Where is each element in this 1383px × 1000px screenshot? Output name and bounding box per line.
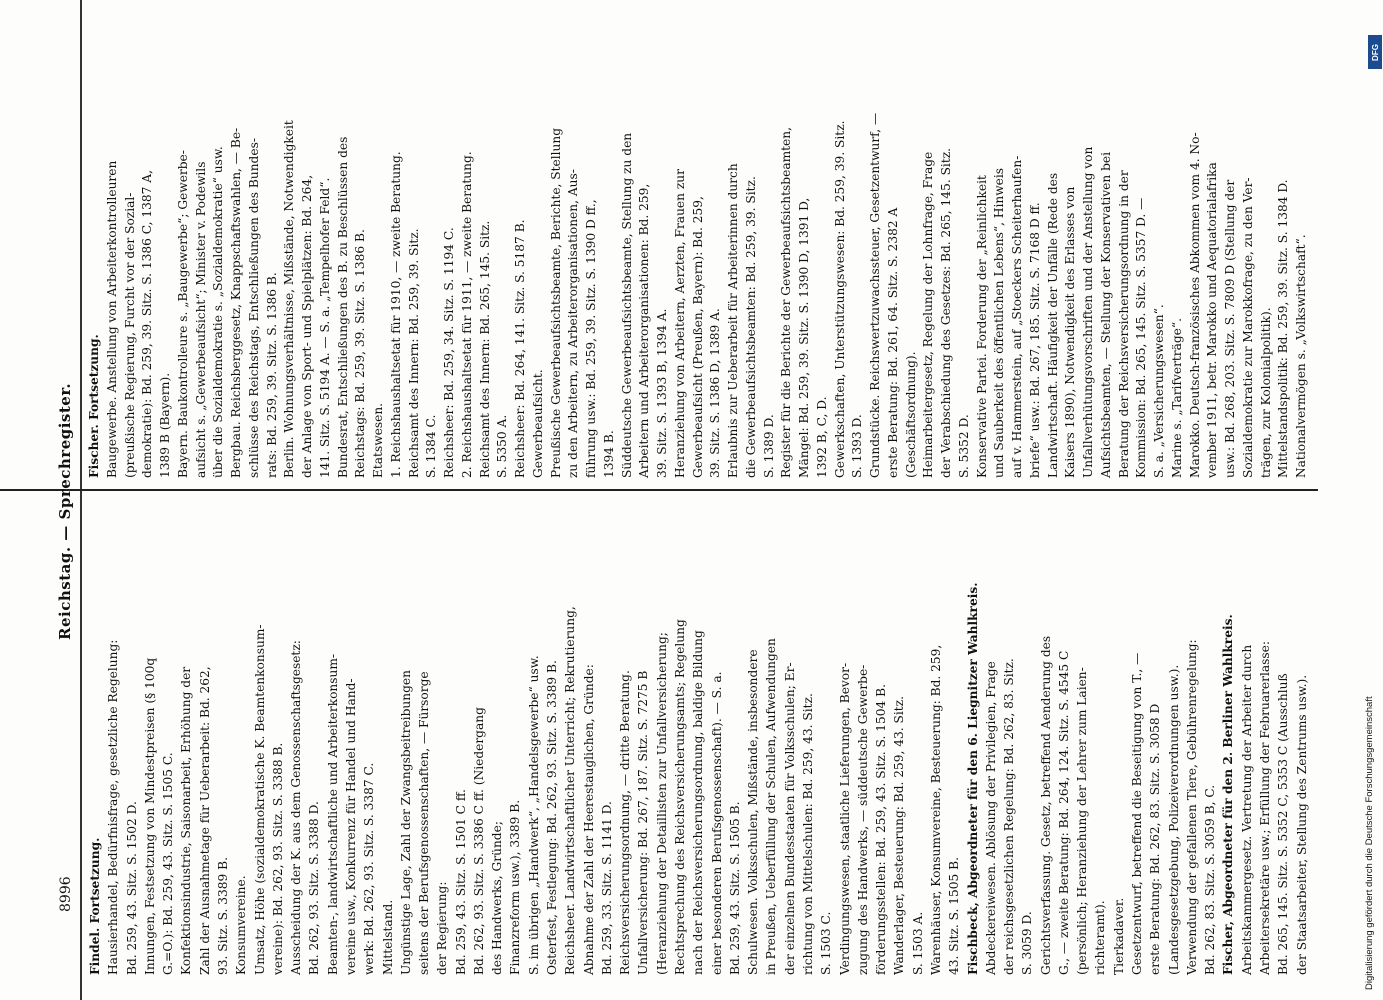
text-line: Reichsheer: Bd. 259, 34. Sitz. S. 1194 C. [442,227,456,478]
text-line: Arbeitskammergesetz. Vertretung der Arbeiter durch [1239,644,1254,975]
text-line: S. 1393 D. [850,414,865,478]
text-line: Bayern. Baukontrolleure s. „Baugewerbe“; Gewerbe- [175,150,190,478]
text-line: Reichsversicherungsordnung, — dritte Beratung. [618,670,633,975]
text-line: S. 1503 C. [819,911,834,975]
funding-note: Digitalisierung gefördert durch die Deutsche Forschungsgemeinschaft [1364,696,1375,990]
text-line: Gewerbeaufsicht (Preußen, Bayern): Bd. 259, [690,196,705,478]
text-line: Bd. 265, 145. Sitz. S. 5352 C, 5353 C (Ausschluß [1276,673,1291,975]
text-line: Bundesrat, Entschließungen des B. zu Beschlüssen des [335,136,350,478]
text-line: (Landesgesetzgebung, Polizeiverordnungen usw.). [1166,664,1181,975]
text-line: Kaisers 1890), Notwendigkeit des Erlasses von [1063,186,1078,478]
text-line: vereine): Bd. 262, 93. Sitz. S. 3388 B. [270,742,285,975]
text-line: vereine usw., Konkurrenz für Handel und Hand- [343,678,358,975]
text-line: Zahl der Ausnahmetage für Ueberarbeit: Bd. 262, [197,666,212,975]
text-line: Nationalvermögen s. „Volkswirtschaft“. [1294,234,1308,478]
text-line: der einzelnen Bundesstaaten für Volksschulen; Er- [782,662,797,975]
text-line: Sozialdemokratie zur Marokkofrage, zu den Ver- [1240,177,1255,478]
text-line: und Sauberkeit des öffentlichen Lebens“, Hinweis [992,167,1007,478]
text-line: Abdeckereiwesen. Ablösung der Privilegien, Frage [983,661,998,975]
text-line: der Regierung: [435,881,450,975]
left-column [86,505,1311,975]
text-line: Preußische Gewerbeaufsichtsbeamte, Berichte, Stellung [548,127,563,478]
text-line: Bd. 259, 43. Sitz. S. 1502 D. [124,801,139,975]
text-line: Unfallversicherung: Bd. 267, 187. Sitz. S. 7275 B [636,670,651,975]
text-line: Fischbeck, Abgeordneter für den 6. Liegnitzer Wahlkreis. [965,582,980,975]
text-line: demokratie): Bd. 259, 39. Sitz. S. 1386 C, 1387 A, [140,170,155,478]
text-line: Konfektionsindustrie, Saisonarbeit, Erhöhung der [179,666,194,975]
text-line: Reichsamt des Innern: Bd. 259, 39. Sitz. [406,228,421,478]
text-line: der Verabschiedung des Gesetzes: Bd. 265, 145. Sitz. [939,147,953,478]
text-line: Findel. Fortsetzung. [88,837,102,975]
text-line: S. 1503 A. [910,911,925,975]
text-line: einer besonderen Berufsgenossenschaft). — S. a. [709,671,724,975]
text-line: in Preußen, Ueberfüllung der Schulen, Aufwendungen [764,638,779,975]
text-line: Reichsheer: Bd. 264, 141. Sitz. S. 5187 B. [513,219,527,478]
text-line: Bd. 262, 83. Sitz. S. 3059 B, C. [1203,784,1218,975]
text-line: Fischer, Abgeordneter für den 2. Berliner Wahlkreis. [1221,614,1236,975]
text-line: auf v. Hammerstein, auf „Stoeckers Scheiterhaufen- [1010,155,1024,478]
text-line: S. im übrigen „Handwerk“, „Handelsgewerbe“ usw. [526,655,541,975]
text-line: führung usw.: Bd. 259, 39. Sitz. S. 1390 D ff., [584,199,598,478]
text-line: G.=O.): Bd. 259, 43. Sitz. S. 1505 C. [161,752,176,975]
text-line: Umsatz, Höhe (sozialdemokratische K. Beamtenkonsum- [252,624,267,975]
text-line: nach der Reichsversicherungsordnung, baldige Bildung [691,630,706,975]
text-line: G., — zweite Beratung: Bd. 264, 124. Sitz. S. 4545 C [1056,650,1071,975]
text-line: 1389 B (Bayern). [158,372,172,478]
text-line: förderungsstellen: Bd. 259, 43. Sitz. S. 1504 B. [874,684,889,975]
text-line: (preußische Regierung, Furcht vor der Sozial- [122,192,137,478]
text-line: der Anlage von Sport- und Spielplätzen: Bd. 264, [300,174,314,478]
text-line: Aufsichtsbeamten, — Stellung der Konservativen bei [1098,151,1113,478]
text-line: Arbeitern und Arbeiterorganisationen: Bd. 259, [637,183,652,478]
text-line: erste Beratung: Bd. 261, 64. Sitz. S. 2382 A [885,207,900,478]
text-line: Reichsheer. Landwirtschaftlicher Unterricht; Rekrutierung, [563,606,578,975]
text-line: Tierkadaver. [1111,897,1126,975]
column-divider [0,489,1318,491]
text-line: Rechtsprechung des Reichsversicherungsamts; Regelung [673,619,687,975]
text-line: Bergbau. Reichsberggesetz, Knappschaftswahlen, — Be- [229,127,243,478]
text-line: 39. Sitz. S. 1393 B, 1394 A. [655,308,669,478]
text-line: 1392 B, C, D. [814,396,829,478]
text-line: Register für die Berichte der Gewerbeaufsichtsbeamten, [779,127,794,478]
text-line: Warenhäuser, Konsumvereine, Besteuerung: Bd. 259, [928,644,943,975]
text-line: Baugewerbe. Anstellung von Arbeiterkontrolleuren [104,160,119,478]
text-line: seitens der Berufsgenossenschaften, — Fürsorge [417,671,432,975]
text-line: Heimarbeitergesetz, Regelung der Lohnfrage, Frage [921,151,936,478]
page-number: 8996 [58,876,74,912]
text-line: die Gewerbeaufsichtsbeamten: Bd. 259, 39. Sitz. [743,176,758,478]
text-line: des Handwerks, Gründe; [490,821,505,975]
text-line: Konservative Partei. Forderung der „Reinlichkeit [974,175,989,478]
text-line: Beratung der Reichsversicherungsordnung in der [1116,170,1131,478]
text-line: Bd. 259, 43. Sitz. S. 1505 B. [727,801,742,975]
text-line: Gewerkschaften, Unterstützungswesen: Bd. 259, 39. Sitz. [832,120,847,478]
text-line: Innungen, Festsetzung von Mindestpreisen (§ 100q [142,657,157,975]
text-line: S. 3059 D. [1020,911,1035,975]
text-line: Wanderlager, Besteuerung: Bd. 259, 43. Sitz. [892,696,907,975]
text-line: Erlaubnis zur Ueberarbeit für Arbeiterinnen durch [726,163,740,478]
text-line: Berlin. Wohnungsverhältnisse, Mißstände, Notwendigkeit [282,120,297,478]
text-line: S. 5352 D. [956,414,971,478]
text-line: zugung des Handwerks, — süddeutsche Gewerbe- [855,664,870,975]
text-line: 93. Sitz. S. 3389 B. [215,857,230,975]
text-line: Bd. 262, 93. Sitz. S. 3388 D. [307,801,322,975]
text-line: Schulwesen. Volksschulen, Mißstände, insbesondere [746,649,761,975]
text-line: Süddeutsche Gewerbeaufsichtsbeamte, Stellung zu den [619,132,634,478]
text-line: Landwirtschaft. Häufigkeit der Unfälle (Rede des [1045,172,1060,478]
text-line: Fischer. Fortsetzung. [87,334,101,478]
page-top-rule [80,0,82,1000]
text-line: Gewerbeaufsicht. [530,369,545,478]
text-line: Ungünstige Lage, Zahl der Zwangsbeitreibungen [398,670,413,975]
text-line: S. 1389 D. [761,414,776,478]
text-line: aufsicht s. „Gewerbeaufsicht“; Minister v. Podewils [193,161,208,478]
text-line: Konsumvereine. [234,875,249,975]
text-line: Bd. 262, 93. Sitz. S. 3386 C ff. (Niedergang [471,707,486,975]
text-line: Ausscheidung der K. aus dem Genossenschaftsgesetz: [289,640,304,975]
running-title: Reichstag. — Sprechregister. [56,382,74,640]
text-line: zu den Arbeitern, zu Arbeiterorganisationen, Aus- [566,169,581,478]
text-line: Verwendung der gefallenen Tiere, Gebührenregelung: [1184,639,1199,975]
text-line: S. 1384 C. [424,414,439,478]
text-line: 2. Reichshaushaltsetat für 1911, — zweite Beratung. [459,151,474,478]
text-line: vember 1911, betr. Marokko und Aequatorialafrika [1205,162,1220,478]
text-line: (persönlich; Heranziehung der Lehrer zum Laien- [1075,667,1090,975]
text-line: Marokko. Deutsch-französisches Abkommen vom 4. No- [1187,132,1202,478]
text-line: der Staatsarbeiter, Stellung des Zentrums usw.). [1294,674,1309,975]
text-line: 1. Reichshaushaltsetat für 1910, — zweite Beratung. [388,151,403,478]
text-line: S. a. „Versicherungswesen“. [1152,304,1166,478]
text-line: Grundstücke. Reichswertzuwachssteuer, Gesetzentwurf, — [868,112,882,478]
text-line: Gerichtsverfassung. Gesetz, betreffend Aenderung des [1038,635,1053,975]
text-line: Gesetzentwurf, betreffend die Beseitigung von T., — [1130,652,1145,975]
text-line: Beamten-, landwirtschaftliche und Arbeiterkonsum- [325,653,340,975]
text-line: Mittelstandspolitik: Bd. 259, 39. Sitz. S. 1384 D. [1276,179,1291,478]
text-line: S. 5350 A. [495,414,510,478]
text-line: trägen, zur Kolonialpolitik). [1258,307,1273,478]
text-line: Hausierhandel, Bedürfnisfrage, gesetzliche Regelung: [106,639,121,975]
text-line: rats: Bd. 259, 39. Sitz. S. 1386 B. [264,272,279,478]
text-line: über die Sozialdemokratie s. „Sozialdemokratie“ usw. [211,146,226,478]
text-line: Bd. 259, 33. Sitz. S. 1141 D. [599,801,614,975]
text-line: Bd. 259, 43. Sitz. S. 1501 C ff. [453,789,468,975]
text-line: Heranziehung von Arbeitern, Aerzten, Frauen zur [672,169,687,478]
text-line: briefe“ usw.: Bd. 267, 185. Sitz. S. 7168 D ff. [1027,202,1042,478]
text-line: Arbeitersekretäre usw.; Erfüllung der Februarerlasse: [1258,641,1272,975]
text-line: Marine s. „Tarifverträge“. [1169,317,1184,478]
text-line: Mittelstand. [380,899,395,975]
text-line: (Heranziehung der Detaillisten zur Unfallversicherung; [654,632,669,975]
text-line: 39. Sitz. S. 1386 D, 1389 A. [708,308,723,478]
text-line: 141. Sitz. S. 5194 A. — S. a. „Tempelhofer Feld“. [317,177,332,478]
text-line: Kommission: Bd. 265, 145. Sitz. S. 5357 D. — [1134,197,1149,478]
text-line: Abnahme der Zahl der Heerestauglichen, Gründe: [581,664,596,975]
text-line: erste Beratung: Bd. 262, 83. Sitz. S. 3058 D [1148,703,1163,975]
text-line: Etatswesen. [371,402,385,478]
text-line: (Geschäftsordnung). [903,351,918,478]
text-line: werk: Bd. 262, 93. Sitz. S. 3387 C. [362,762,377,975]
text-line: Mängel: Bd. 259, 39. Sitz. S. 1390 D, 1391 D, [797,197,811,478]
text-line: Unfallverhütungsvorschriften und der Anstellung von [1081,146,1095,478]
text-line: 43. Sitz. S. 1505 B. [947,857,962,975]
text-line: schlüsse des Reichstags, Entschließungen des Bundes- [246,138,261,478]
text-line: 1394 B. [601,430,616,478]
text-line: Finanzreform usw.), 3389 B. [508,799,523,975]
text-line: Reichstags: Bd. 259, 39. Sitz. S. 1386 B. [353,229,368,478]
text-line: Reichsamt des Innern: Bd. 265, 145. Sitz. [477,220,492,478]
text-line: Verdingungswesen, staatliche Lieferungen, Bevor- [837,662,852,975]
text-line: richtung von Mittelschulen: Bd. 259, 43. Sitz. [800,693,815,975]
dfg-logo: DFG [1368,35,1382,69]
text-line: usw.: Bd. 268, 203. Sitz. S. 7809 D (Stellung der [1223,179,1237,478]
text-line: der reichsgesetzlichen Regelung: Bd. 262, 83. Sitz. [1002,658,1017,975]
text-line: richteramt). [1093,900,1108,975]
right-column [86,8,1311,478]
text-line: Osterfest, Festlegung: Bd. 262, 93. Sitz. S. 3389 B. [545,660,560,975]
